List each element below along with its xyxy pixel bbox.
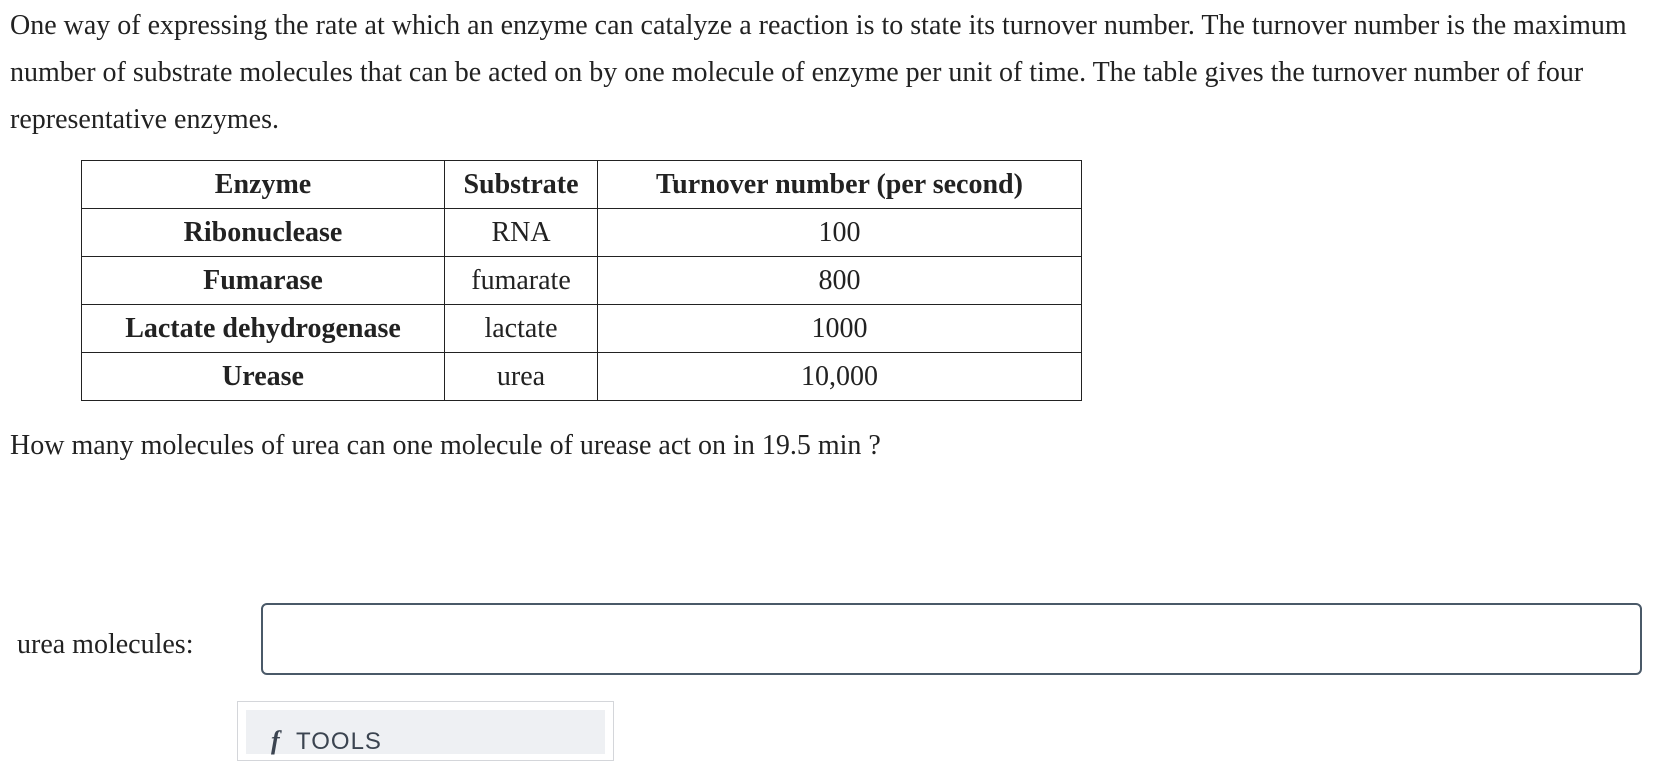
tools-label: TOOLS [296, 728, 382, 755]
enzyme-cell: Fumarase [82, 257, 445, 305]
answer-label: urea molecules: [17, 629, 194, 660]
column-header-enzyme: Enzyme [82, 161, 445, 209]
substrate-cell: urea [445, 353, 598, 401]
intro-paragraph: One way of expressing the rate at which an enzyme can catalyze a reaction is to state its turnover number. The turnover number is the maximum number of substrate molecules that can be acted on by one molecule of enzyme per unit of time. The table gives the turnover number of four representative enzymes. [10, 10, 1627, 135]
table-row [82, 353, 1082, 401]
column-header-turnover: Turnover number (per second) [598, 161, 1082, 209]
tools-button[interactable] [246, 710, 605, 754]
substrate-cell: RNA [445, 209, 598, 257]
table-header-row [82, 161, 1082, 209]
table-row [82, 209, 1082, 257]
table-row [82, 257, 1082, 305]
function-icon: f [271, 726, 281, 755]
substrate-cell: fumarate [445, 257, 598, 305]
turnover-cell: 800 [598, 257, 1082, 305]
table-row [82, 305, 1082, 353]
turnover-cell: 100 [598, 209, 1082, 257]
enzyme-cell: Ribonuclease [82, 209, 445, 257]
enzyme-cell: Urease [82, 353, 445, 401]
turnover-table [81, 160, 1082, 401]
turnover-cell: 10,000 [598, 353, 1082, 401]
column-header-substrate: Substrate [445, 161, 598, 209]
turnover-cell: 1000 [598, 305, 1082, 353]
urea-molecules-input[interactable] [261, 603, 1642, 675]
enzyme-cell: Lactate dehydrogenase [82, 305, 445, 353]
question-text: How many molecules of urea can one molecule of urease act on in 19.5 min ? [10, 430, 881, 461]
substrate-cell: lactate [445, 305, 598, 353]
tools-panel [237, 701, 614, 761]
